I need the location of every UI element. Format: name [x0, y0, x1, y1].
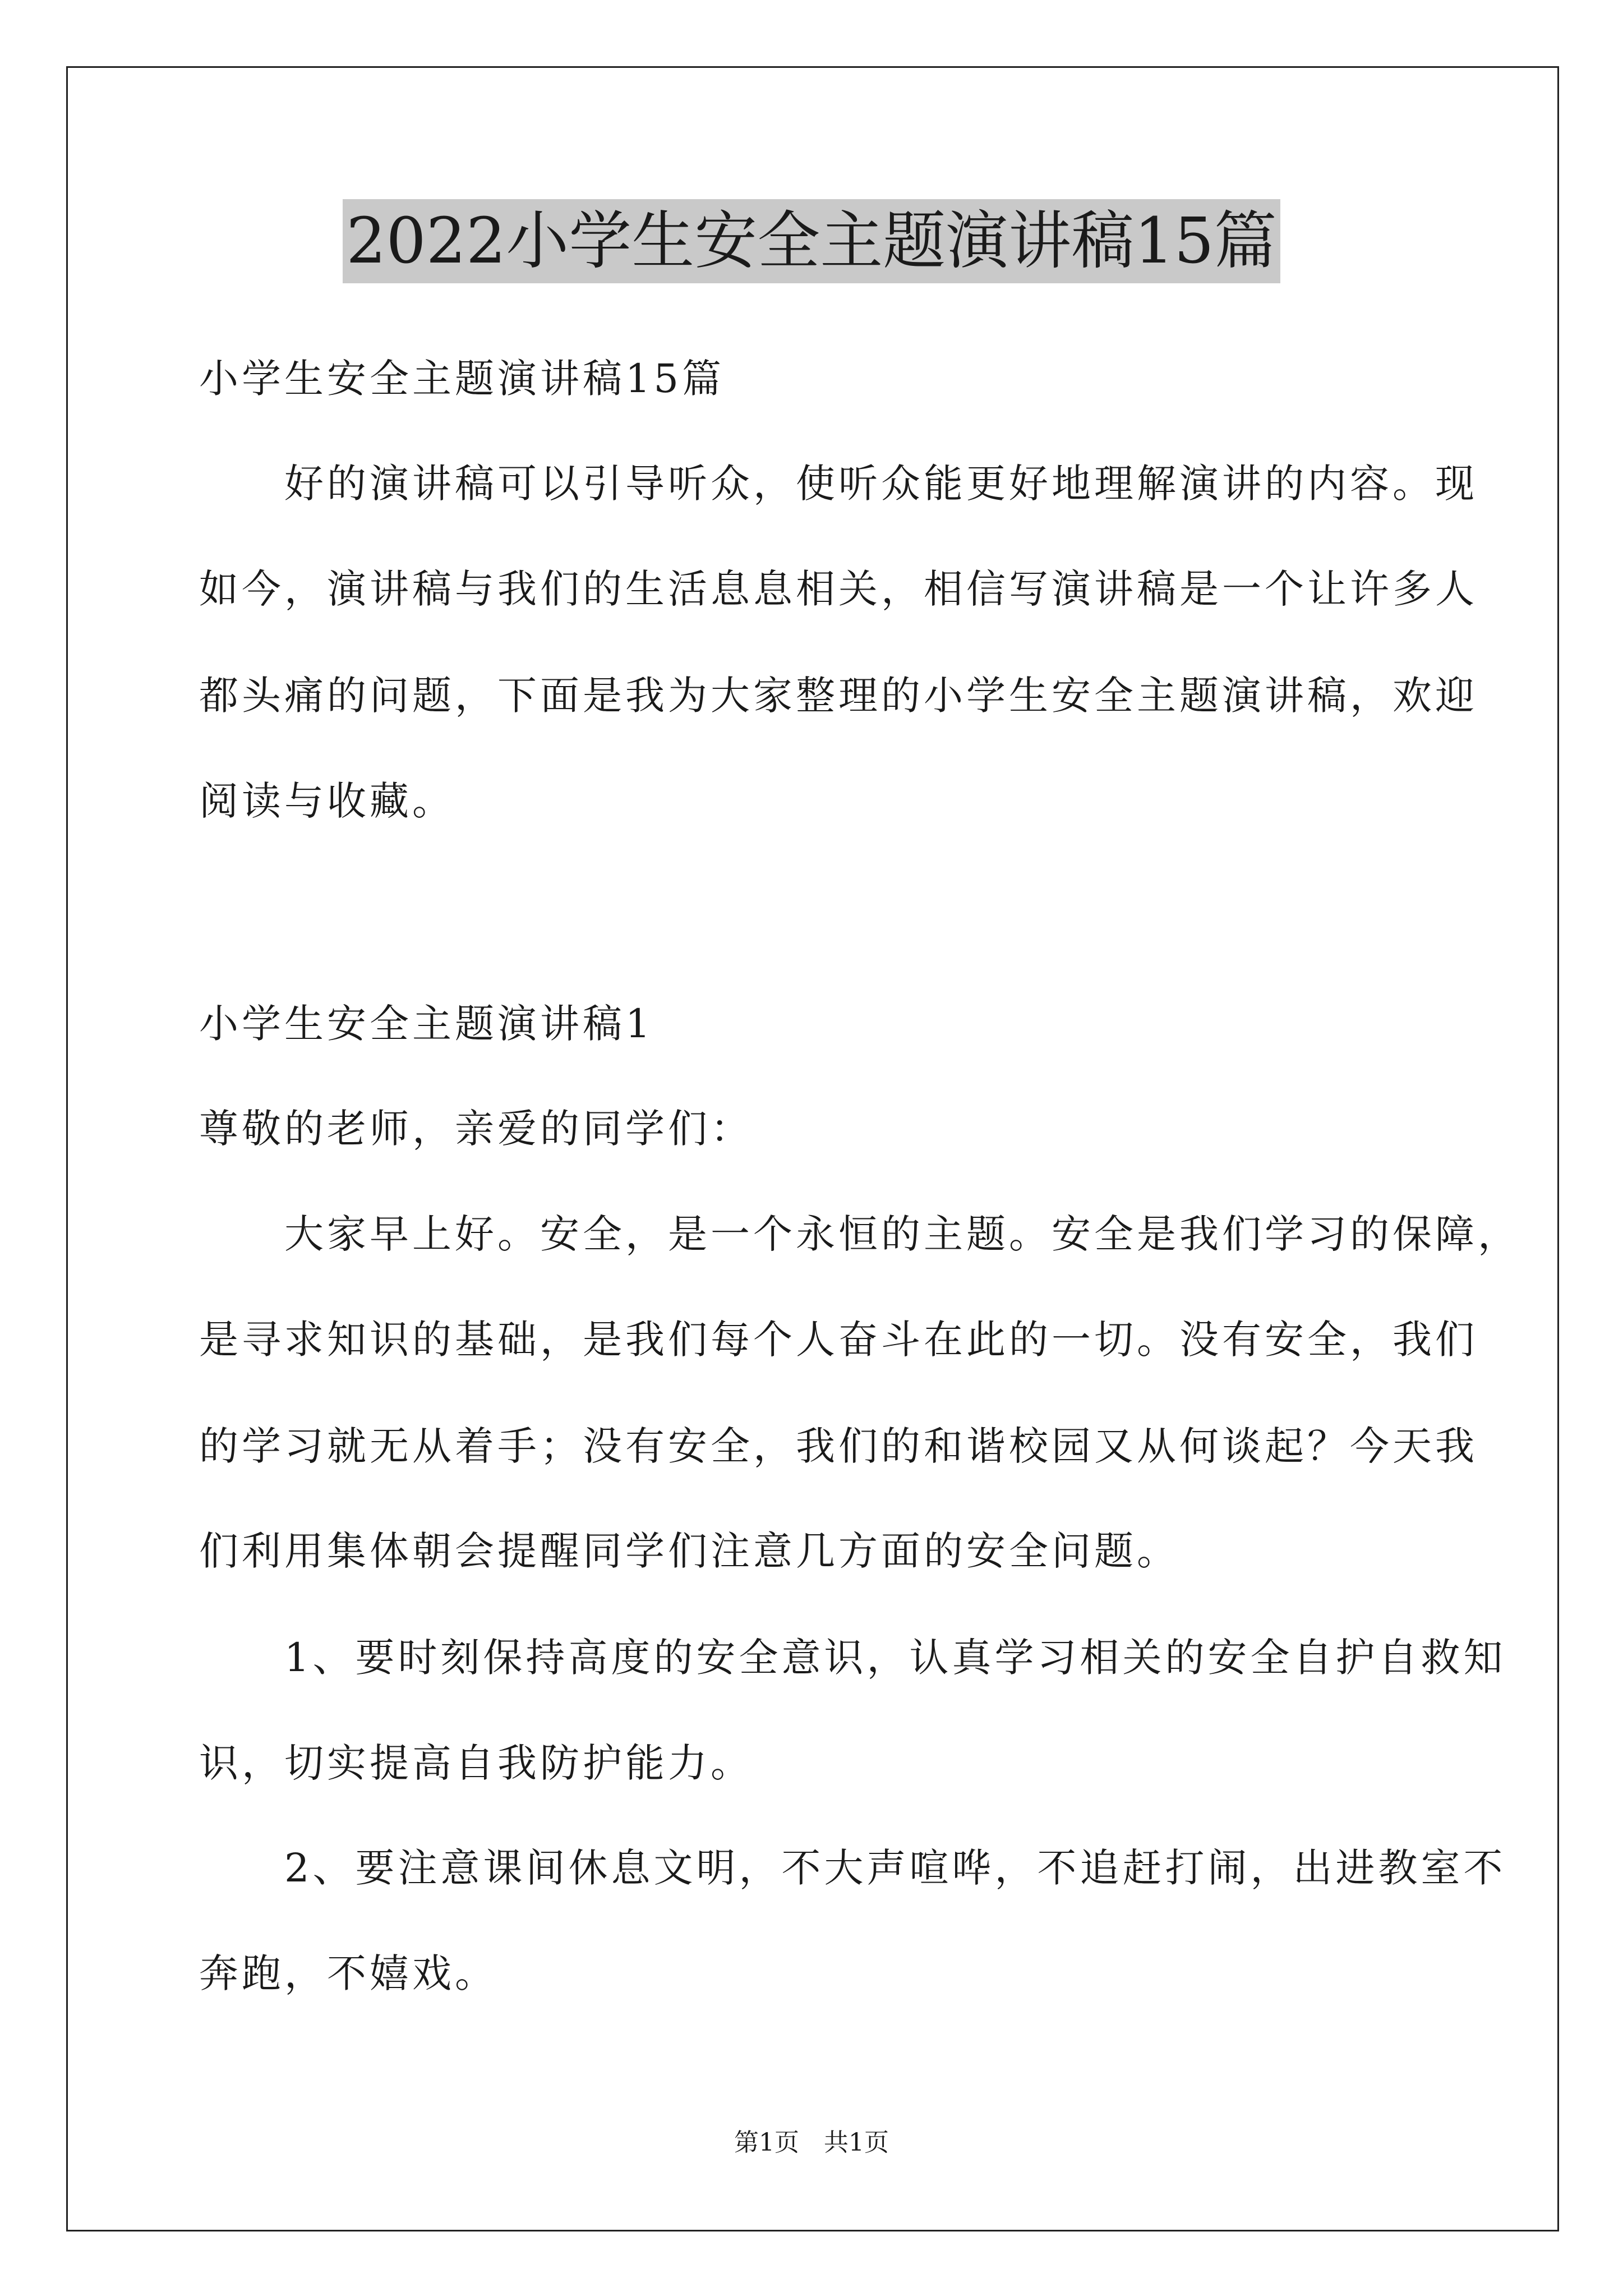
list-item-line: 1、要时刻保持高度的安全意识，认真学习相关的安全自护自救知: [199, 1635, 1506, 1681]
paragraph-line: 的学习就无从着手；没有安全，我们的和谐校园又从何谈起？今天我: [199, 1423, 1478, 1469]
list-item-line: 2、要注意课间休息文明，不大声喧哗，不追赶打闹，出进教室不: [199, 1845, 1506, 1891]
page-footer: 第1页 共1页: [734, 2128, 889, 2157]
paragraph-line: 阅读与收藏。: [199, 778, 455, 824]
list-item-line: 奔跑，不嬉戏。: [199, 1950, 497, 1996]
paragraph-line: 好的演讲稿可以引导听众，使听众能更好地理解演讲的内容。现: [199, 461, 1478, 507]
salutation-line: 尊敬的老师，亲爱的同学们：: [199, 1106, 753, 1152]
paragraph-line: 们利用集体朝会提醒同学们注意几方面的安全问题。: [199, 1528, 1179, 1574]
paragraph-line: 都头痛的问题，下面是我为大家整理的小学生安全主题演讲稿，欢迎: [199, 673, 1478, 719]
paragraph-line: 如今，演讲稿与我们的生活息息相关，相信写演讲稿是一个让许多人: [199, 566, 1478, 612]
title-container: [0, 199, 1623, 283]
list-item-line: 识，切实提高自我防护能力。: [199, 1740, 753, 1786]
document-title: 2022小学生安全主题演讲稿15篇: [343, 199, 1280, 283]
subtitle-line: 小学生安全主题演讲稿15篇: [199, 356, 725, 402]
section-heading: 小学生安全主题演讲稿1: [199, 1001, 654, 1047]
paragraph-line: 大家早上好。安全，是一个永恒的主题。安全是我们学习的保障，: [199, 1211, 1520, 1257]
paragraph-line: 是寻求知识的基础，是我们每个人奋斗在此的一切。没有安全，我们: [199, 1317, 1478, 1363]
